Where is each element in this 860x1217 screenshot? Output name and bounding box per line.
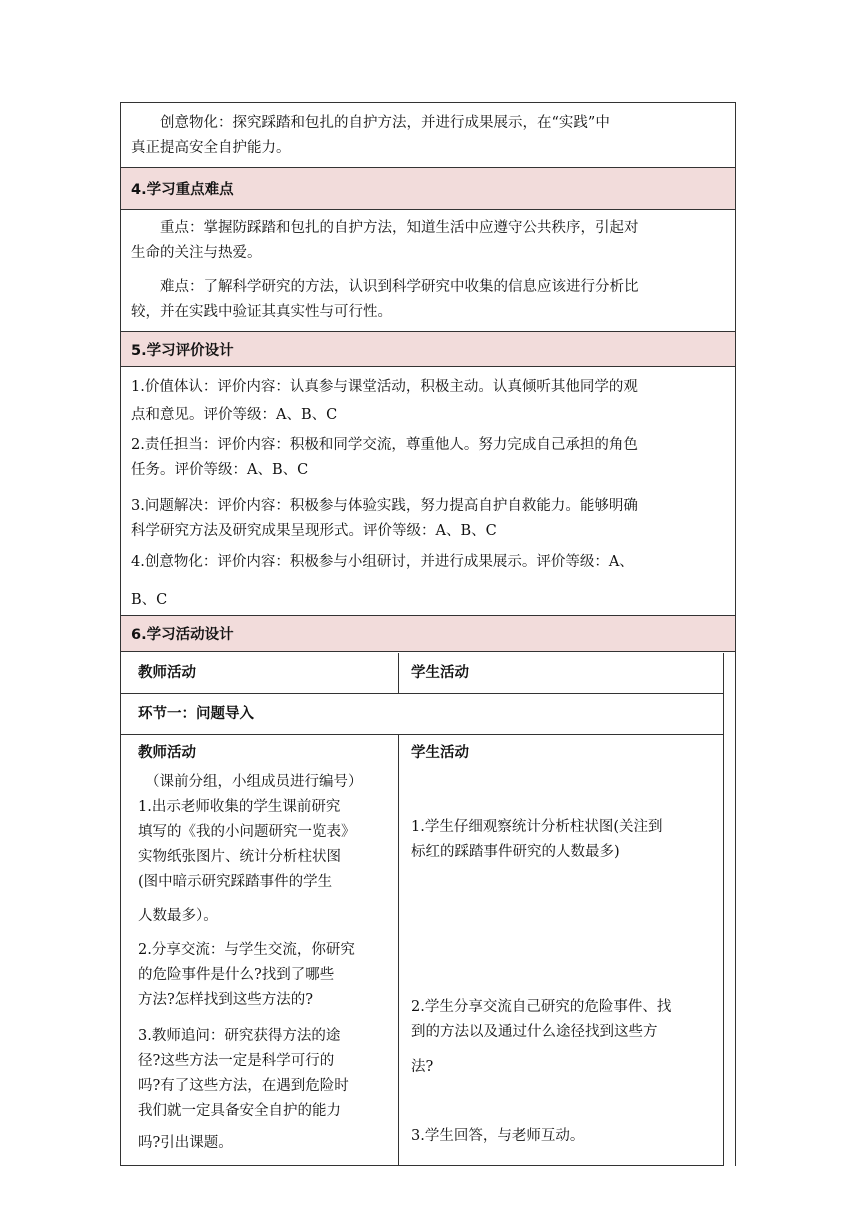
teacher-line-5: (图中暗示研究踩踏事件的学生 <box>138 874 333 890</box>
teacher-line-12: 吗?有了这些方法，在遇到危险时 <box>138 1078 349 1094</box>
nested-mid-divider-top <box>398 653 399 693</box>
student-line-4: 到的方法以及通过什么途径找到这些方 <box>411 1024 658 1040</box>
eval-item-2-line-2: 任务。评价等级：A、B、C <box>131 462 309 478</box>
key-point-line-1: 重点：掌握防踩踏和包扎的自护方法，知道生活中应遵守公共秩序，引起对 <box>160 220 639 236</box>
student-line-6: 3.学生回答，与老师互动。 <box>411 1128 585 1144</box>
nested-left-border <box>120 653 121 1165</box>
student-line-3: 2.学生分享交流自己研究的危险事件、找 <box>411 999 672 1015</box>
section-6-title: 6.学习活动设计 <box>131 627 234 643</box>
nested-mid-divider <box>398 734 399 1165</box>
student-line-2: 标红的踩踏事件研究的人数最多) <box>411 844 620 860</box>
col-teacher-header: 教师活动 <box>138 665 196 681</box>
teacher-line-10: 3.教师追问：研究获得方法的途 <box>138 1028 341 1044</box>
section-5-body <box>121 367 735 616</box>
eval-item-4-line-2: B、C <box>131 592 168 608</box>
teacher-line-11: 径?这些方法一定是科学可行的 <box>138 1053 335 1069</box>
teacher-line-7: 2.分享交流：与学生交流，你研究 <box>138 942 355 958</box>
student-activity-header: 学生活动 <box>411 745 469 761</box>
nested-h-line-bottom <box>120 1165 724 1166</box>
teacher-line-1: （课前分组，小组成员进行编号） <box>145 774 363 790</box>
teacher-line-13: 我们就一定具备安全自护的能力 <box>138 1103 341 1119</box>
col-student-header: 学生活动 <box>411 665 469 681</box>
nested-right-border <box>723 653 724 735</box>
difficulty-line-2: 较，并在实践中验证其真实性与可行性。 <box>131 304 392 320</box>
teacher-line-6: 人数最多）。 <box>138 908 218 924</box>
teacher-activity-header: 教师活动 <box>138 745 196 761</box>
section-4-header <box>121 168 735 210</box>
difficulty-line-1: 难点：了解科学研究的方法，认识到科学研究中收集的信息应该进行分析比 <box>160 279 639 295</box>
intro-line-1: 创意物化：探究踩踏和包扎的自护方法，并进行成果展示，在“实践”中 <box>160 115 610 131</box>
eval-item-1-line-2: 点和意见。评价等级：A、B、C <box>131 407 338 423</box>
section-4-body <box>121 210 735 332</box>
section-5-title: 5.学习评价设计 <box>131 342 234 359</box>
eval-item-3-line-1: 3.问题解决：评价内容：积极参与体验实践，努力提高自护自救能力。能够明确 <box>131 498 638 514</box>
eval-item-4-line-1: 4.创意物化：评价内容：积极参与小组研讨，并进行成果展示。评价等级：A、 <box>131 554 634 570</box>
eval-item-1-line-1: 1.价值体认：评价内容：认真参与课堂活动，积极主动。认真倾听其他同学的观 <box>131 379 638 395</box>
teacher-line-4: 实物纸张图片、统计分析柱状图 <box>138 849 341 865</box>
intro-line-2: 真正提高安全自护能力。 <box>131 140 291 156</box>
stage-1-title: 环节一：问题导入 <box>138 706 254 722</box>
eval-item-2-line-1: 2.责任担当：评价内容：积极和同学交流，尊重他人。努力完成自己承担的角色 <box>131 437 638 453</box>
section-4-title: 4.学习重点难点 <box>131 182 234 198</box>
teacher-line-3: 填写的《我的小问题研究一览表》 <box>138 824 356 840</box>
student-line-5: 法? <box>411 1059 434 1075</box>
outer-right-border <box>735 653 736 1165</box>
teacher-line-8: 的危险事件是什么?找到了哪些 <box>138 967 335 983</box>
intro-row <box>121 103 735 168</box>
teacher-line-9: 方法?怎样找到这些方法的? <box>138 992 314 1008</box>
section-6-header <box>121 616 735 652</box>
teacher-line-2: 1.出示老师收集的学生课前研究 <box>138 799 341 815</box>
eval-item-3-line-2: 科学研究方法及研究成果呈现形式。评价等级：A、B、C <box>131 523 497 539</box>
key-point-line-2: 生命的关注与热爱。 <box>131 245 262 261</box>
nested-right-border-lower <box>723 735 724 1165</box>
section-5-header <box>121 332 735 367</box>
nested-h-line-2 <box>120 734 724 735</box>
student-line-1: 1.学生仔细观察统计分析柱状图(关注到 <box>411 819 663 835</box>
teacher-line-14: 吗?引出课题。 <box>138 1135 233 1151</box>
nested-h-line-1 <box>120 693 724 694</box>
